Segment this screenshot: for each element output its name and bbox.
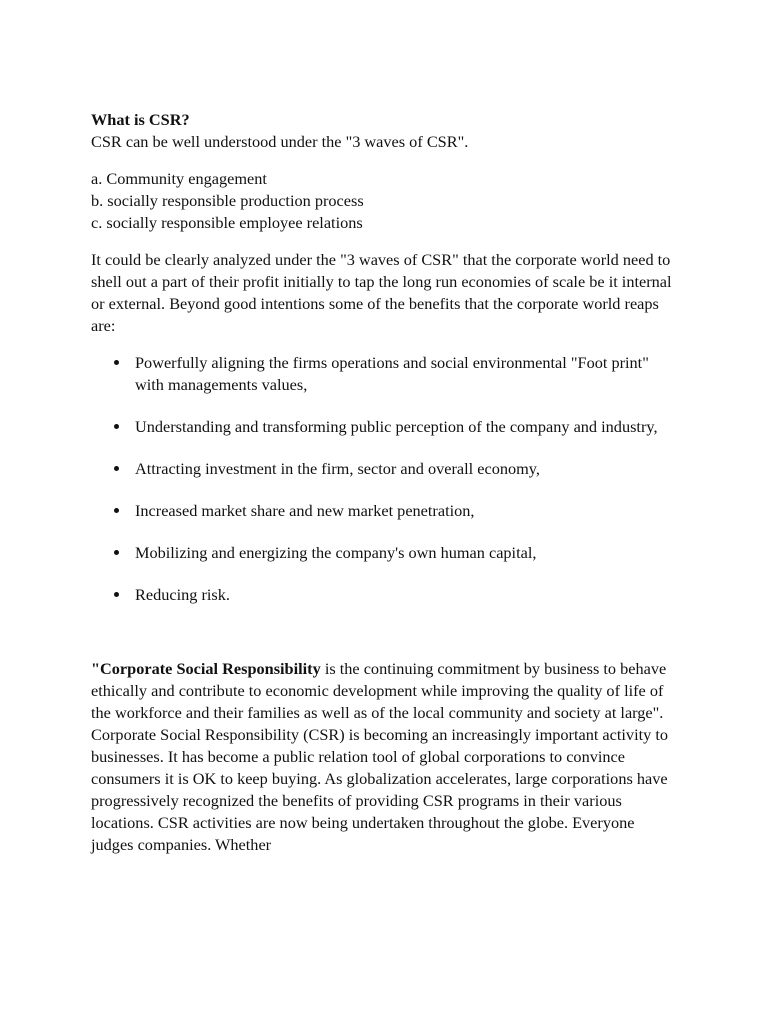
waves-list <box>91 168 681 234</box>
page-title: What is CSR? <box>91 110 190 129</box>
benefit-text: Increased market share and new market penetration, <box>135 501 475 520</box>
bullet-icon <box>114 508 119 513</box>
bullet-icon <box>114 466 119 471</box>
bullet-icon <box>114 360 119 365</box>
list-item <box>91 458 681 480</box>
wave-item: c. socially responsible employee relations <box>91 213 363 232</box>
list-item <box>91 584 681 606</box>
definition-paragraph <box>91 658 681 856</box>
benefit-text: Powerfully aligning the firms operations and social environmental "Foot print" with managements values, <box>135 353 649 394</box>
wave-item: b. socially responsible production process <box>91 191 364 210</box>
wave-item: a. Community engagement <box>91 169 267 188</box>
analysis-paragraph: It could be clearly analyzed under the "3 waves of CSR" that the corporate world need to shell out a part of their profit initially to tap the long run economies of scale be it internal or external. Beyond good intentions some of the benefits that the corporate world reaps are: <box>91 250 672 335</box>
benefit-text: Mobilizing and energizing the company's own human capital, <box>135 543 537 562</box>
list-item <box>91 500 681 522</box>
benefit-text: Reducing risk. <box>135 585 230 604</box>
definition-text: is the continuing commitment by business to behave ethically and contribute to economic development while improving the quality of life of the workforce and their families as well as of the local community and society at large". Corporate Social Responsibility (CSR) is becoming an increasingly important activity to businesses. It has become a public relation tool of global corporations to convince consumers it is OK to keep buying. As globalization accelerates, large corporations have progressively recognized the benefits of providing CSR programs in their various locations. CSR activities are now being undertaken throughout the globe. Everyone judges companies. Whether <box>91 659 668 854</box>
document-page <box>91 109 681 856</box>
list-item <box>91 416 681 438</box>
benefit-text: Understanding and transforming public perception of the company and industry, <box>135 417 658 436</box>
definition-term: "Corporate Social Responsibility <box>91 659 321 678</box>
bullet-icon <box>114 550 119 555</box>
benefit-text: Attracting investment in the firm, sector and overall economy, <box>135 459 540 478</box>
list-item <box>91 352 681 396</box>
benefits-list <box>91 352 681 606</box>
intro-paragraph: CSR can be well understood under the "3 waves of CSR". <box>91 132 469 151</box>
bullet-icon <box>114 592 119 597</box>
list-item <box>91 542 681 564</box>
bullet-icon <box>114 424 119 429</box>
